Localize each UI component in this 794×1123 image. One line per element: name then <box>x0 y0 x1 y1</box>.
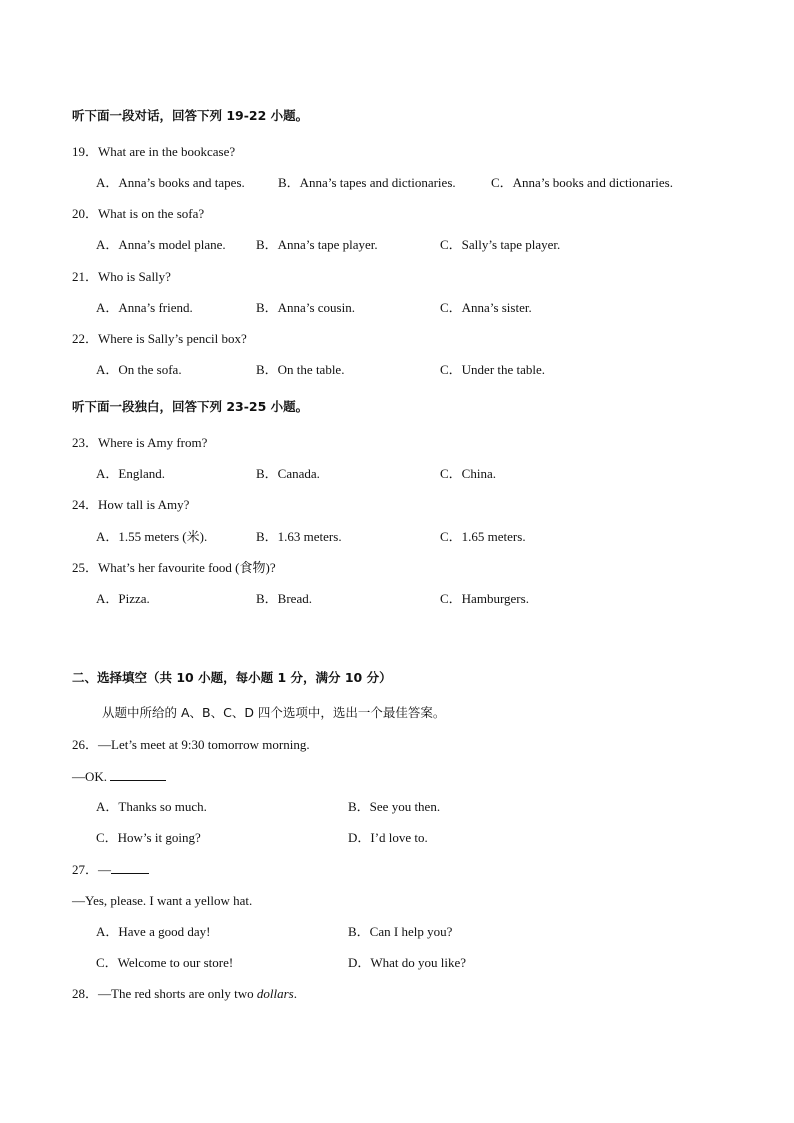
section-two-instruction: 从题中所给的 A、B、C、D 四个选项中，选出一个最佳答案。 <box>102 705 446 720</box>
question-27-options-row-1 <box>72 922 754 942</box>
q27-option-b: B．Can I help you? <box>348 924 453 939</box>
question-19-stem: 19．What are in the bookcase? <box>72 144 236 159</box>
q27-option-c: C．Welcome to our store! <box>96 955 234 970</box>
q21-option-c: C．Anna’s sister. <box>440 300 532 315</box>
question-27-reply: —Yes, please. I want a yellow hat. <box>72 893 253 908</box>
question-27-options-row-2 <box>72 953 754 973</box>
q26-option-d: D．I’d love to. <box>348 830 428 845</box>
q19-option-a: A．Anna’s books and tapes. <box>96 175 245 190</box>
q28-stem-post: . <box>293 986 297 1001</box>
question-22-stem: 22．Where is Sally’s pencil box? <box>72 331 247 346</box>
q25-option-a: A．Pizza. <box>96 591 150 606</box>
question-27-stem <box>72 859 754 879</box>
q24-option-c: C．1.65 meters. <box>440 529 526 544</box>
question-26-options-row-2 <box>72 828 754 848</box>
question-26-options-row-1 <box>72 797 754 817</box>
q22-option-c: C．Under the table. <box>440 362 546 377</box>
question-21-stem: 21．Who is Sally? <box>72 269 171 284</box>
question-26-stem: 26．—Let’s meet at 9:30 tomorrow morning. <box>72 737 310 752</box>
q22-option-b: B．On the table. <box>256 362 345 377</box>
q19-option-c: C．Anna’s books and dictionaries. <box>491 175 673 190</box>
q28-stem-pre: 28．—The red shorts are only two <box>72 986 257 1001</box>
q27-stem-text: 27．— <box>72 862 112 877</box>
question-23-stem: 23．Where is Amy from? <box>72 435 208 450</box>
q20-option-a: A．Anna’s model plane. <box>96 237 226 252</box>
question-25-stem: 25．What’s her favourite food (食物)? <box>72 560 276 575</box>
answer-blank <box>110 766 166 781</box>
q21-option-b: B．Anna’s cousin. <box>256 300 355 315</box>
answer-blank <box>111 859 149 874</box>
question-20-options <box>72 235 754 255</box>
q22-option-a: A．On the sofa. <box>96 362 182 377</box>
question-19-options <box>72 173 754 193</box>
section-two-heading: 二、选择填空（共 10 小题，每小题 1 分，满分 10 分） <box>72 670 392 685</box>
q24-option-a: A．1.55 meters (米). <box>96 529 208 544</box>
q20-option-b: B．Anna’s tape player. <box>256 237 378 252</box>
q19-option-b: B．Anna’s tapes and dictionaries. <box>278 175 456 190</box>
q23-option-c: C．China. <box>440 466 496 481</box>
question-20-stem: 20．What is on the sofa? <box>72 206 205 221</box>
q27-option-a: A．Have a good day! <box>96 924 211 939</box>
q20-option-c: C．Sally’s tape player. <box>440 237 561 252</box>
question-28-stem <box>72 984 754 1004</box>
question-23-options <box>72 464 754 484</box>
question-21-options <box>72 298 754 318</box>
question-25-options <box>72 589 754 609</box>
q26-option-b: B．See you then. <box>348 799 441 814</box>
q26-reply-text: —OK. <box>72 769 111 784</box>
q23-option-a: A．England. <box>96 466 165 481</box>
q25-option-c: C．Hamburgers. <box>440 591 529 606</box>
question-24-options <box>72 527 754 547</box>
q26-option-a: A．Thanks so much. <box>96 799 207 814</box>
q26-option-c: C．How’s it going? <box>96 830 201 845</box>
q23-option-b: B．Canada. <box>256 466 320 481</box>
heading-dialogue-19-22: 听下面一段对话，回答下列 19-22 小题。 <box>72 108 309 123</box>
q25-option-b: B．Bread. <box>256 591 312 606</box>
q28-stem-italic: dollars <box>256 986 294 1001</box>
q24-option-b: B．1.63 meters. <box>256 529 342 544</box>
question-26-reply <box>72 766 754 786</box>
q27-option-d: D．What do you like? <box>348 955 467 970</box>
heading-monologue-23-25: 听下面一段独白，回答下列 23-25 小题。 <box>72 399 309 414</box>
q21-option-a: A．Anna’s friend. <box>96 300 193 315</box>
question-22-options <box>72 360 754 380</box>
question-24-stem: 24．How tall is Amy? <box>72 497 190 512</box>
